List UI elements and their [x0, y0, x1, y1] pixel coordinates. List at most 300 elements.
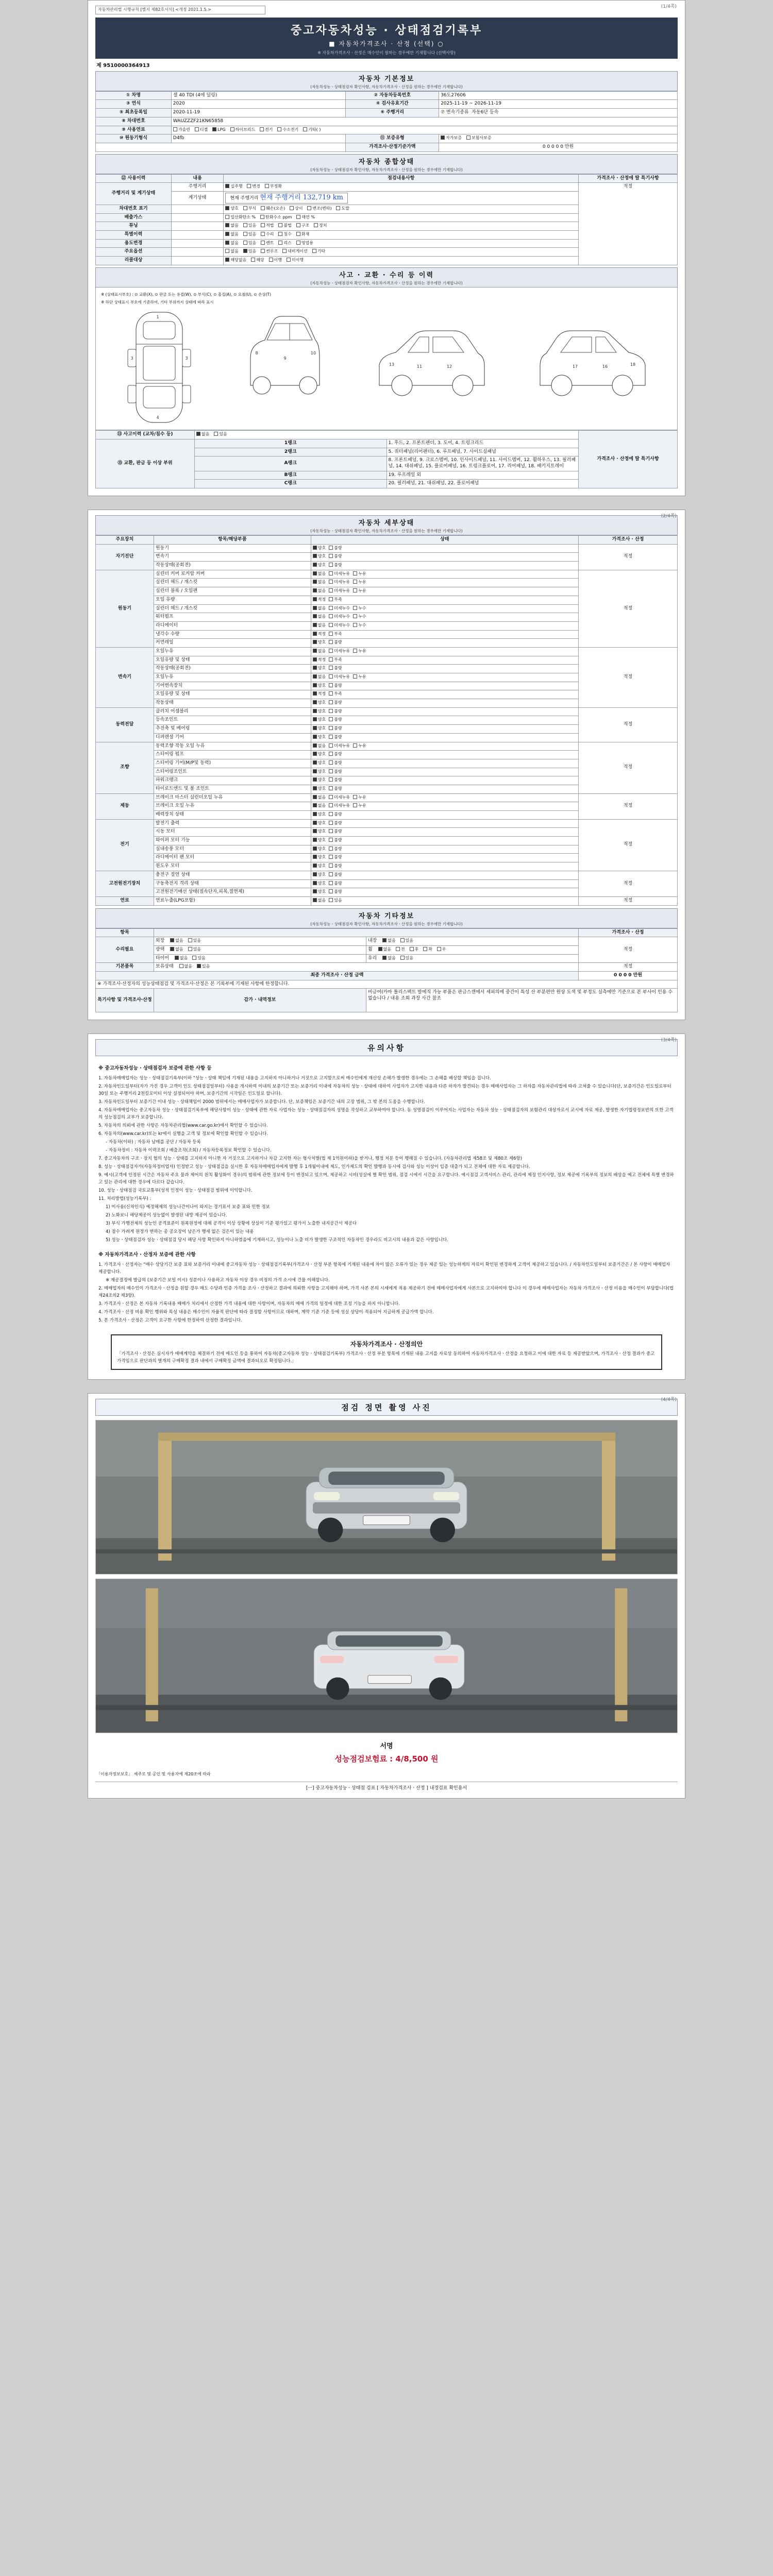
state-option[interactable]: 없음: [313, 606, 326, 611]
sub-label: 휠: [367, 946, 373, 952]
checkbox-icon: [329, 838, 333, 842]
warranty-option[interactable]: 자가보증: [441, 135, 462, 141]
state-option[interactable]: 미세누수: [329, 606, 350, 611]
cell-label: ⑩ 원동기형식: [96, 134, 172, 143]
table-row: [96, 117, 678, 126]
document-number-value: 9510000364913: [103, 62, 150, 69]
state-option[interactable]: 리스: [278, 241, 291, 246]
checkbox-icon: [329, 666, 333, 670]
notice-item: 1) 미사용(신차인식) 예정해제의 성능나간이나이 와지는 경기표서 보증 표와 인한 정보: [106, 1205, 270, 1210]
state-option[interactable]: 없음: [313, 898, 326, 903]
state-option[interactable]: 불량: [329, 829, 342, 834]
state-option[interactable]: 이행: [269, 258, 282, 263]
state-option[interactable]: 화재: [296, 232, 309, 237]
state-option[interactable]: 훼손(오손): [261, 206, 285, 211]
col-header: 항목/해당부품: [154, 536, 311, 545]
state-option[interactable]: 적정: [313, 691, 326, 697]
state-option[interactable]: 있음: [192, 956, 205, 961]
checkbox-icon: [329, 546, 333, 550]
state-option[interactable]: 없음: [170, 947, 183, 952]
checkbox-icon: [303, 127, 307, 131]
checkbox-icon: [329, 872, 333, 876]
rank-items: 8. 프론트패널, 9. 크로스멤버, 10. 인사이드패널, 11. 사이드멤버, 12. 휠하우스, 13. 필러패널, 14. 대쉬패널, 15. 플로어패널, 16. 트렁크플로어, 17. 리어패널, 18. 패키지트레이: [386, 456, 579, 471]
item-label: 오일유량 및 상태: [154, 656, 311, 665]
checkbox-icon: [170, 938, 174, 942]
state-option[interactable]: 좌: [423, 947, 432, 952]
state-option[interactable]: 양호: [313, 846, 326, 852]
document-title-note: ※ 자동차가격조사ㆍ산정은 매수인이 원하는 경우에만 기재합니다 (선택사항): [317, 50, 456, 55]
state-option[interactable]: 있음: [243, 232, 256, 237]
state-option[interactable]: 불량: [329, 846, 342, 852]
fuel-option[interactable]: 기타( ): [303, 127, 321, 132]
row-options: [224, 230, 579, 239]
checkbox-icon: [247, 184, 251, 188]
accident-option[interactable]: 없음: [196, 432, 209, 437]
state-option[interactable]: 적정: [313, 657, 326, 663]
state-option[interactable]: 불량: [329, 786, 342, 791]
checkbox-icon: [329, 606, 333, 610]
state-option[interactable]: 누유: [353, 795, 366, 800]
item-options: [311, 888, 578, 897]
accident-option[interactable]: 있음: [214, 432, 227, 437]
checkbox-icon: [313, 640, 317, 644]
state-option[interactable]: 불량: [329, 838, 342, 843]
table-row: [96, 143, 678, 151]
notice-item: 9. 예시(고객에 인정된 시간은 자동차 주요 물과 제어의 원칙 활성화이 경우)의 범위에 관한 정보에 등이 변경되고 있으며, 제공하고 시비(성실에 별 확인 범위, 점검 시에서 시간을 요구합니다. 예시점검 고객서비스 관리, 관리에 제정 인지사항, 정보 제공에 기록부의 정보의 배상을 예고 전체에 특별 변경하고 있는 관리에 대한 경우에 다르다 같습니다.: [98, 1173, 674, 1185]
state-option[interactable]: 미세누수: [329, 623, 350, 628]
state-option[interactable]: 불량: [329, 666, 342, 671]
state-option[interactable]: 불량: [329, 683, 342, 688]
row-label: 기본품목: [96, 963, 154, 972]
checkbox-icon: [313, 881, 317, 885]
fuel-option[interactable]: 하이브리드: [230, 127, 256, 132]
state-option[interactable]: 없음: [179, 964, 192, 969]
state-option[interactable]: 없음: [313, 803, 326, 808]
cell-value: [439, 109, 678, 117]
state-option[interactable]: 없음: [313, 571, 326, 577]
row-options: [366, 954, 578, 963]
sub-label: 타이어: [155, 955, 169, 961]
state-option[interactable]: 없음: [225, 249, 238, 254]
cell-empty: [96, 143, 346, 151]
state-option[interactable]: 양호: [313, 881, 326, 886]
price-note-value: 적정: [579, 570, 678, 647]
state-option[interactable]: 양호: [313, 812, 326, 817]
row-subname: [171, 257, 224, 265]
checkbox-icon: [188, 947, 192, 951]
state-option[interactable]: 불량: [329, 821, 342, 826]
checkbox-icon: [195, 127, 199, 131]
item-label: 실린더 헤드 / 개스킷: [154, 579, 311, 587]
cell-label: ① 차명: [96, 91, 172, 100]
checkbox-icon: [313, 674, 317, 679]
state-option[interactable]: 양호: [313, 735, 326, 740]
state-option[interactable]: 누수: [353, 623, 366, 628]
checkbox-icon: [287, 258, 291, 262]
notice-item-list-1: [98, 1075, 675, 1244]
checkbox-icon: [329, 735, 333, 739]
overall-state-table: [95, 174, 678, 265]
state-option[interactable]: 없음: [170, 938, 183, 943]
group-label: 원동기: [96, 570, 154, 647]
table-row: [96, 183, 678, 192]
state-option[interactable]: 없음: [313, 614, 326, 619]
checkbox-icon: [353, 649, 357, 653]
checkbox-icon: [329, 683, 333, 687]
notice-item: 3. 가격조사ㆍ산정은 본 자동차 기록내용 매매가 처리에서 산정한 가격 내용에 대한 사항이며, 자동차의 매매 가격의 일정에 대한 조정 기능을 하지 아니합니다.: [98, 1301, 400, 1307]
state-option[interactable]: 양호: [313, 666, 326, 671]
state-option[interactable]: 불량: [329, 700, 342, 705]
fuel-option[interactable]: LPG: [212, 127, 225, 132]
checkbox-icon: [329, 760, 333, 765]
state-option[interactable]: 없음: [225, 232, 238, 237]
state-option[interactable]: 누유: [353, 580, 366, 585]
state-option[interactable]: 불량: [329, 735, 342, 740]
checkbox-icon: [225, 223, 229, 227]
state-option[interactable]: 있음: [329, 898, 342, 903]
state-option[interactable]: 양호: [313, 717, 326, 722]
state-option[interactable]: 침수: [278, 232, 291, 237]
state-option[interactable]: 없음: [313, 649, 326, 654]
state-option[interactable]: 양호: [313, 821, 326, 826]
item-options: [311, 613, 578, 622]
document-subtitle: ■ 자동차가격조사 · 산정 (선택) ○: [329, 40, 444, 47]
state-option[interactable]: 미세누유: [329, 803, 350, 808]
checkbox-icon: [296, 215, 300, 219]
state-option[interactable]: 불량: [329, 863, 342, 869]
state-option[interactable]: 변조(변타): [307, 206, 331, 211]
item-label: 윈도우 모터: [154, 862, 311, 871]
state-option[interactable]: 부족: [329, 657, 342, 663]
state-option[interactable]: 누유: [353, 649, 366, 654]
overall-title: 자동차 종합상태: [358, 158, 415, 166]
state-option[interactable]: 없음: [313, 743, 326, 749]
state-option[interactable]: 없음: [378, 947, 391, 952]
table-row: [96, 989, 678, 1012]
state-option[interactable]: 수리: [261, 232, 274, 237]
state-option[interactable]: 영업용: [296, 241, 313, 246]
checkbox-icon: [437, 947, 441, 951]
checkbox-icon: [197, 964, 201, 968]
fuel-option[interactable]: 전기: [260, 127, 273, 132]
checkbox-icon: [353, 795, 357, 799]
state-option[interactable]: 미세누유: [329, 588, 350, 594]
notice-item: 2. 자동차인도일부터(자가 가진 경우 고객이 인도 상태점검일부터) 사용을 개시하여 이내의 보증기간 또는 보증거리 이내에 자동차의 성능ㆍ상태에 대하여 사업자가 고지한 내용과 다른 하자가 발견되는 경우 매매사업자는 그 하자를 자동차관리법에 따라 고쳐줄 수 있습니다(단, 보증기간은 인도일로부터 30일 또는 주행거리 2천킬로미터 이상 설정되어야 하며, 보증기간의 시작일은 인도일로 합니다).: [98, 1084, 671, 1097]
item-options: [311, 879, 578, 888]
checkbox-icon: [329, 657, 333, 662]
state-option[interactable]: 불량: [329, 546, 342, 551]
state-option[interactable]: 양호: [313, 563, 326, 568]
table-row: [96, 109, 678, 117]
state-option[interactable]: 양호: [313, 889, 326, 894]
table-row: [96, 972, 678, 980]
state-option[interactable]: 없음: [313, 674, 326, 680]
state-option[interactable]: 있음: [188, 938, 201, 943]
diagram-legend-2: ※ 하단 상태표시 부호에 기준하여, 기타 부위까지 상태에 따라 표시: [101, 299, 214, 304]
state-option[interactable]: 불량: [329, 760, 342, 766]
state-option[interactable]: 적법: [261, 223, 274, 228]
state-option[interactable]: 양호: [313, 838, 326, 843]
state-option[interactable]: 있음: [243, 223, 256, 228]
col-header: 가격조사 · 산정: [579, 928, 678, 937]
state-option[interactable]: 탄화수소 ppm: [260, 215, 292, 220]
state-option[interactable]: 부족: [329, 632, 342, 637]
state-option[interactable]: 없음: [313, 588, 326, 594]
other-state-table: [95, 928, 678, 1013]
state-option[interactable]: 불법: [278, 223, 291, 228]
notice-body: [95, 1056, 678, 1329]
item-label: 원동기: [154, 544, 311, 553]
state-option[interactable]: 누유: [353, 803, 366, 808]
svg-text:16: 16: [602, 364, 608, 369]
state-option[interactable]: 부족: [329, 597, 342, 602]
state-option[interactable]: 양호: [313, 683, 326, 688]
checkbox-icon: [313, 743, 317, 748]
state-option[interactable]: 기타: [312, 249, 325, 254]
checkbox-icon: [243, 232, 247, 236]
state-option[interactable]: 내비게이션: [282, 249, 308, 254]
table-row: [96, 937, 678, 946]
warranty-option[interactable]: 보험사보증: [466, 135, 492, 141]
warranty-options: [439, 134, 678, 143]
state-option[interactable]: 해당: [251, 258, 264, 263]
state-option[interactable]: 부족: [329, 691, 342, 697]
state-option[interactable]: 불량: [329, 717, 342, 722]
fuel-option[interactable]: 디젤: [195, 127, 208, 132]
notice-item: 2. 매매업자의 매수인이 가격조사ㆍ산정을 원할 경우 매도 수당과 인증 가격을 조사ㆍ산정하고 결과에 의뢰한 사항을 고지해야 하며, 가격 사본 본의 시세에게 적용 제공하기 전에 매매사업자에게 사본으로 고지하여야 합니다 이 경우에 매매사업자는 자동차 가격조사ㆍ산정 비용을 매수인이 부담합니다(법 제24조의2 제3항).: [98, 1286, 674, 1299]
state-option[interactable]: 양호: [313, 777, 326, 783]
table-row: [96, 793, 678, 802]
cell-label: ⑪ 보증유형: [346, 134, 439, 143]
detail-state-body: [96, 544, 678, 905]
state-option[interactable]: 불량: [329, 554, 342, 559]
state-option[interactable]: 불량: [329, 563, 342, 568]
state-option[interactable]: 장치: [314, 223, 327, 228]
state-option[interactable]: 없음: [313, 795, 326, 800]
item-label: 와이퍼 모터 기능: [154, 837, 311, 845]
state-option[interactable]: 변경: [247, 184, 260, 189]
state-option[interactable]: 매연 %: [296, 215, 315, 220]
state-option[interactable]: 양호: [313, 726, 326, 731]
inspection-insurance-fee: [95, 1753, 678, 1764]
state-option[interactable]: 양호: [313, 709, 326, 714]
checkbox-icon: [329, 803, 333, 807]
checkbox-icon: [277, 127, 281, 131]
state-option[interactable]: 있음: [400, 938, 413, 943]
state-option[interactable]: 불량: [329, 726, 342, 731]
state-option[interactable]: 양호: [313, 829, 326, 834]
checkbox-icon: [329, 614, 333, 618]
state-option[interactable]: 누유: [353, 588, 366, 594]
state-option[interactable]: 일산화탄소 %: [225, 215, 256, 220]
state-option[interactable]: 양호: [313, 546, 326, 551]
fee-label: 성능점검보험료 :: [334, 1754, 393, 1764]
item-options: [311, 553, 578, 562]
state-option[interactable]: 있음: [243, 241, 256, 246]
state-option[interactable]: 누수: [353, 614, 366, 619]
state-option[interactable]: 양호: [313, 855, 326, 860]
state-option[interactable]: 우: [437, 947, 446, 952]
state-option[interactable]: 없음: [313, 580, 326, 585]
state-option[interactable]: 도말: [336, 206, 349, 211]
cell-value: 2025-11-19 ~ 2026-11-19: [439, 100, 678, 109]
item-label: 라디에이터: [154, 621, 311, 630]
state-option[interactable]: 없음: [225, 223, 238, 228]
sub-label: 광택: [155, 946, 165, 952]
item-label: 실린더 블록 / 오일팬: [154, 587, 311, 596]
item-options: [311, 785, 578, 793]
item-label: 디퍼렌셜 기어: [154, 733, 311, 742]
state-option[interactable]: 전: [396, 947, 405, 952]
item-label: 구동축전지 격리 상태: [154, 879, 311, 888]
state-option[interactable]: 실주행: [225, 184, 242, 189]
item-options: [311, 768, 578, 776]
svg-text:1: 1: [156, 315, 159, 320]
state-option[interactable]: 후: [410, 947, 419, 952]
state-option[interactable]: 부식: [243, 206, 256, 211]
checkbox-icon: [329, 640, 333, 644]
group-label: 제동: [96, 793, 154, 819]
item-options: [311, 862, 578, 871]
state-option[interactable]: 양호: [313, 786, 326, 791]
state-option[interactable]: 누수: [353, 606, 366, 611]
state-option[interactable]: 미이행: [287, 258, 304, 263]
state-option[interactable]: 양호: [313, 760, 326, 766]
state-option[interactable]: 불량: [329, 812, 342, 817]
state-option[interactable]: 미세누수: [329, 614, 350, 619]
state-option[interactable]: 양호: [313, 752, 326, 757]
price-note-value: 적정: [579, 937, 678, 963]
checkbox-icon: [225, 232, 229, 236]
item-label: 커먼레일: [154, 639, 311, 648]
state-option[interactable]: 누유: [353, 743, 366, 749]
state-option[interactable]: 미세누유: [329, 674, 350, 680]
state-option[interactable]: 불량: [329, 855, 342, 860]
state-option[interactable]: 불량: [329, 640, 342, 645]
state-option[interactable]: 있음: [400, 956, 413, 961]
notice-item: ※ 제공결정에 발급의 (보증기간 보일 이시) 성분이나 사용하고 자동차 이상 경우 비정의 가격 소시에 건물 이해합니다.: [106, 1278, 330, 1283]
fuel-option[interactable]: 수소전기: [277, 127, 298, 132]
page-mark: (3/4쪽): [661, 1038, 677, 1043]
state-option[interactable]: 양호: [225, 206, 238, 211]
state-option[interactable]: 썬루프: [261, 249, 278, 254]
state-option[interactable]: 불량: [329, 777, 342, 783]
item-options: [311, 707, 578, 716]
table-row: [96, 871, 678, 879]
accident-options: [194, 431, 578, 439]
table-row: [96, 647, 678, 656]
table-row: [96, 570, 678, 579]
svg-text:3: 3: [130, 356, 133, 361]
agreement-text: 「가격조사ㆍ산정은 실시자가 매매계약을 체결하기 전에 매도인 등을 통하여 자동차(중고자동차 성능ㆍ상태점검기록부) 가격조사ㆍ산정 부분 항목에 기재된 내용 고지를 자료상 동의하여 자동차가격조사ㆍ산정을 요청하고 이에 대한 자료 등 제공받았으며, 가격조사ㆍ산정 결과가 중고 가격임으로 판단과의 별개의 구매확정 결과 내에서 구매확정 금액에 결과되오로 확정됩니다.」: [117, 1351, 655, 1364]
state-option[interactable]: 미세누유: [329, 649, 350, 654]
state-option[interactable]: 누유: [353, 674, 366, 680]
state-option[interactable]: 불량: [329, 709, 342, 714]
state-option[interactable]: 없음: [225, 241, 238, 246]
checkbox-icon: [329, 726, 333, 730]
checkbox-icon: [243, 241, 247, 245]
item-options: [311, 733, 578, 742]
signature-label: 서명: [380, 1742, 393, 1751]
document-number: [96, 61, 678, 69]
state-option[interactable]: 양호: [313, 872, 326, 877]
state-option[interactable]: 미세누유: [329, 743, 350, 749]
state-option[interactable]: 불량: [329, 752, 342, 757]
state-option[interactable]: 없음: [382, 938, 395, 943]
checkbox-icon: [313, 889, 317, 893]
svg-text:11: 11: [416, 364, 423, 369]
notice-item: - 자동차(이하) : 자동차 남매를 공단 / 자동차 등록: [106, 1140, 201, 1145]
state-option[interactable]: 있음: [197, 964, 210, 969]
item-options: [311, 793, 578, 802]
row-options: [224, 213, 579, 222]
notice-title: 유의사항: [95, 1039, 678, 1056]
state-option[interactable]: 양호: [313, 640, 326, 645]
checkbox-icon: [313, 838, 317, 842]
fuel-option[interactable]: 가솔린: [173, 127, 190, 132]
state-option[interactable]: 양호: [313, 863, 326, 869]
checkbox-icon: [261, 223, 265, 227]
svg-text:17: 17: [572, 364, 578, 369]
state-option[interactable]: 적정: [313, 632, 326, 637]
item-label: 워터펌프: [154, 613, 311, 622]
state-option[interactable]: 없음: [313, 623, 326, 628]
state-option[interactable]: 부정확: [265, 184, 282, 189]
state-option[interactable]: 누유: [353, 571, 366, 577]
state-option[interactable]: 불량: [329, 889, 342, 894]
state-option[interactable]: 양호: [313, 769, 326, 774]
checkbox-icon: [313, 821, 317, 825]
state-option[interactable]: 불량: [329, 872, 342, 877]
state-option[interactable]: 미세누유: [329, 580, 350, 585]
state-option[interactable]: 양호: [313, 554, 326, 559]
state-option[interactable]: 구조: [296, 223, 309, 228]
item-label: 스티어링조인트: [154, 768, 311, 776]
state-option[interactable]: 불량: [329, 881, 342, 886]
state-option[interactable]: 없음: [175, 956, 188, 961]
state-option[interactable]: 렌트: [261, 241, 274, 246]
checkbox-icon: [329, 597, 333, 601]
state-option[interactable]: 있음: [188, 947, 201, 952]
checkbox-icon: [212, 127, 216, 131]
rank-label: 2랭크: [194, 448, 386, 456]
state-option[interactable]: 불량: [329, 769, 342, 774]
item-label: 동력조향 작동 오일 누유: [154, 742, 311, 751]
state-option[interactable]: 없음: [382, 956, 395, 961]
checkbox-icon: [353, 606, 357, 610]
page-2: [88, 510, 685, 1020]
state-option[interactable]: 해당없음: [225, 258, 246, 263]
notice-item: 4. 자동차매매업자는 중고자동차 성능ㆍ상태점검기록부에 해당사항이 성능ㆍ상태에 관한 자료 사업자는 성능ㆍ상태점검자의 성명을 작성하고 교부하여야 합니다. 동 성명점검이 이루어지는 사업자는 자동차 성능ㆍ상태점검자의 보험관리 대상자로서 교시에 자료 제공, 발생한 자기법령정보반의 또한 고객의 성능점검의 교부가 보증합니다.: [98, 1108, 674, 1121]
checkbox-icon: [313, 554, 317, 558]
row-label: 튜닝: [96, 222, 172, 231]
price-note-value: 적정: [623, 184, 633, 190]
checkbox-icon: [173, 127, 177, 131]
cell-label: ④ 검사유효기간: [346, 100, 439, 109]
table-row: [96, 134, 678, 143]
state-option[interactable]: 양호: [313, 700, 326, 705]
checkbox-icon: [313, 546, 317, 550]
state-option[interactable]: 미세누유: [329, 571, 350, 577]
checkbox-icon: [313, 588, 317, 592]
basic-info-title: 자동차 기본정보: [358, 75, 415, 83]
state-option[interactable]: 미세누유: [329, 795, 350, 800]
state-option[interactable]: 적정: [313, 597, 326, 602]
item-label: 충전구 절연 상태: [154, 871, 311, 879]
state-option[interactable]: 있음: [243, 249, 256, 254]
state-option[interactable]: 상이: [290, 206, 303, 211]
inspection-photo-rear: [95, 1579, 678, 1733]
